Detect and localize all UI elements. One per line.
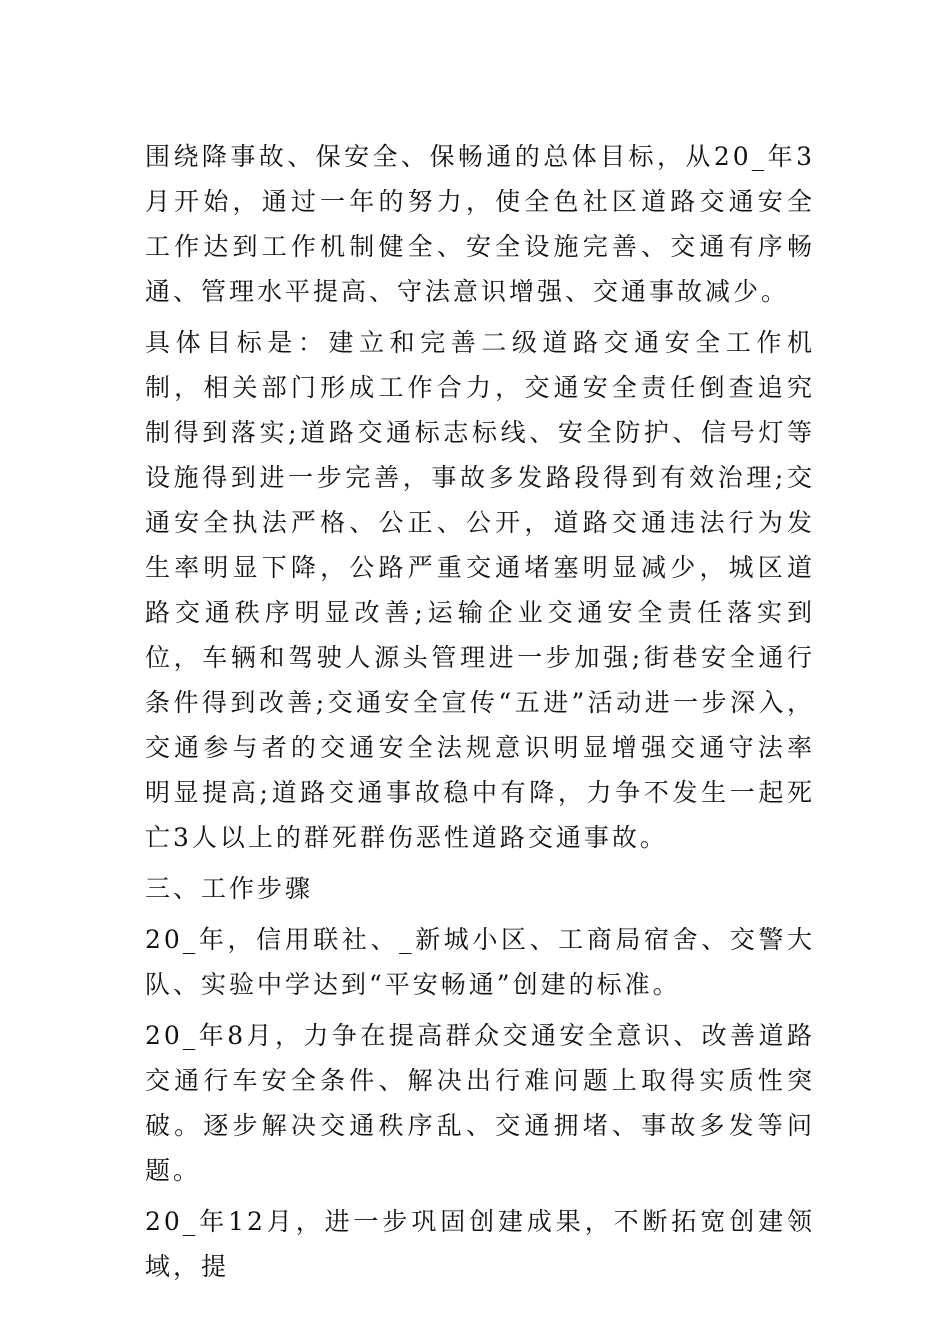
step-paragraph-2: 20_年8月，力争在提高群众交通安全意识、改善道路交通行车安全条件、解决出行难问题上取得实质性突破。逐步解决交通秩序乱、交通拥堵、事故多发等问题。 bbox=[145, 1021, 815, 1185]
document-body bbox=[145, 134, 815, 1295]
specific-goals-paragraph: 具体目标是：建立和完善二级道路交通安全工作机制，相关部门形成工作合力，交通安全责任倒查追究制得到落实;道路交通标志标线、安全防护、信号灯等设施得到进一步完善，事故多发路段得到有效治理;交通安全执法严格、公正、公开，道路交通违法行为发生率明显下降，公路严重交通堵塞明显减少，城区道路交通秩序明显改善;运输企业交通安全责任落实到位，车辆和驾驶人源头管理进一步加强;街巷安全通行条件得到改善;交通安全宣传“五进”活动进一步深入，交通参与者的交通安全法规意识明显增强交通守法率明显提高;道路交通事故稳中有降，力争不发生一起死亡3人以上的群死群伤恶性道路交通事故。 bbox=[145, 328, 815, 852]
section-heading-work-steps: 三、工作步骤 bbox=[145, 874, 314, 903]
step-paragraph-1: 20_年，信用联社、_新城小区、工商局宿舍、交警大队、实验中学达到“平安畅通”创建的标准。 bbox=[145, 925, 815, 999]
step-paragraph-3: 20_年12月，进一步巩固创建成果，不断拓宽创建领域，提 bbox=[145, 1207, 815, 1281]
overall-goal-paragraph: 围绕降事故、保安全、保畅通的总体目标，从20_年3月开始，通过一年的努力，使全色社区道路交通安全工作达到工作机制健全、安全设施完善、交通有序畅通、管理水平提高、守法意识增强、交通事故减少。 bbox=[145, 142, 815, 306]
